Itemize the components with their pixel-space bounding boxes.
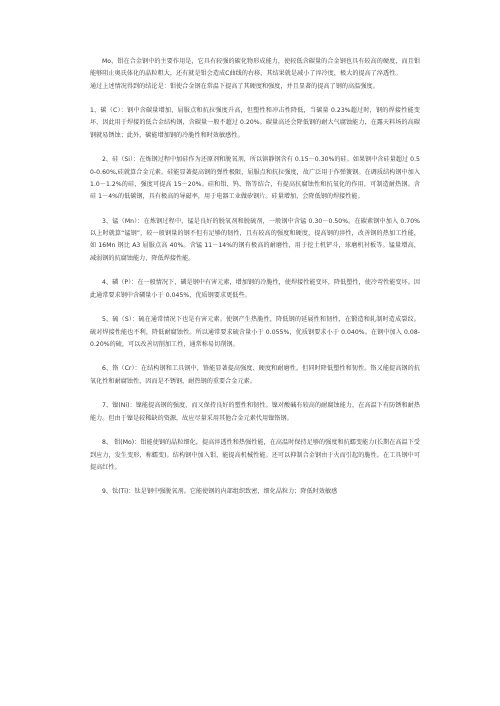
paragraph-nickel: 7、镍(Ni)：镍能提高钢的强度，而又保持良好的塑性和韧性。镍对酸碱有较高的耐腐蚀能力，在高温下有防锈和耐热能力。但由于镍是较稀缺的资源，故应尽量采用其他合金元素代用镍铬钢。 — [90, 402, 420, 422]
paragraph-molybdenum: 8、 钼(Mo)：钼能使钢的晶粒细化，提高淬透性和热强性能，在高温时保持足够的强度和抗蠕变能力(长期在高温下受到应力，发生变形，称蠕变)。结构钢中加入钼，能提高机械性能。还可以抑制合金钢由于火而引起的脆性。在工具钢中可提高红性。 — [90, 439, 420, 471]
paragraph-phosphorus: 4、磷（P）：在一般情况下，磷是钢中有害元素，增加钢的冷脆性，使焊接性能变坏，降低塑性，使冷弯性能变坏。因此通常要求钢中含磷量小于 0.045%，优质钢要求更低些。 — [90, 279, 420, 299]
paragraph-molybdenum-intro: Mo，钼在合金钢中的主要作用是，它具有较强的碳化物形成能力，使较低含碳量的合金钢也具有较高的硬度，而且钼能够阻止奥氏体化的晶粒粗大，还有就是钼会造成C曲线的右移，其结果就是减小了淬冷度，极大的提高了淬透性。 — [90, 58, 420, 78]
document-body — [90, 56, 420, 499]
paragraph-chromium: 6、铬（Cr）：在结构钢和工具钢中，铬能显著提高强度、硬度和耐磨性，但同时降低塑性和韧性。铬又能提高钢的抗氧化性和耐腐蚀性，因而是不锈钢，耐热钢的重要合金元素。 — [90, 365, 420, 385]
paragraph-manganese: 3、锰（Mn）：在炼钢过程中，锰是良好的脱氧剂和脱硫剂，一般钢中含锰 0.30－0.50%。在碳素钢中加入 0.70%以上时就算“锰钢”，较一般钢量的钢不但有足够的韧性，且有较高的强度和硬度，提高钢的淬性，改善钢的热加工性能，如 16Mn 钢比 A3 屈服点高 40%。含锰 11－14%的钢有极高的耐磨性，用于挖土机铲斗，球磨机衬板等。锰量增高，减弱钢的抗腐蚀能力，降低焊接性能。 — [90, 217, 420, 262]
paragraph-sulfur: 5、硫（S）：硫在通常情况下也是有害元素。使钢产生热脆性，降低钢的延展性和韧性，在锻造和轧制时造成裂纹。硫对焊接性能也不利，降低耐腐蚀性。所以通常要求硫含量小于 0.055%，优质钢要求小于 0.040%。在钢中加入 0.08-0.20%的硫，可以改善切削加工性，通常称易切削钢。 — [90, 316, 420, 348]
paragraph-silicon: 2、硅（Si）：在炼钢过程中加硅作为还原剂和脱氧剂，所以镇静钢含有 0.15－0.30%的硅。如果钢中含硅量超过 0.50-0.60%,硅就算合金元素。硅能显著提高钢的弹性极限，屈服点和抗拉强度，故广泛用于作弹簧钢。在调质结构钢中加入 1.0－1.2%的硅，强度可提高 15－20%。硅和钼、钨、铬等结合，有提高抗腐蚀性和抗氧化的作用，可制造耐热钢。含硅 1－4%的低碳钢，具有极高的导磁率，用于电器工业做矽钢片。硅量增加，会降低钢的焊接性能。 — [90, 156, 420, 201]
paragraph-carbon: 1、碳（C）：钢中含碳量增加，屈服点和抗拉强度升高，但塑性和冲击性降低，当碳量 0.23%超过时，钢的焊接性能变坏，因此用于焊接的低合金结构钢，含碳量一般不超过 0.20%。碳量高还会降低钢的耐大气腐蚀能力，在露天料场的高碳钢就易锈蚀；此外，碳能增加钢的冷脆性和时效敏感性。 — [90, 107, 420, 139]
paragraph-titanium: 9、钛(Ti)：钛是钢中强脱氧剂。它能使钢的内部组织致密，细化晶粒力；降低时效敏感 — [102, 488, 338, 496]
paragraph-conclusion: 通过上述情况得到的结论是：钼使合金钢在常温下提高了其硬度和强度，并且显著的提高了钢的高温强度。 — [90, 82, 379, 90]
